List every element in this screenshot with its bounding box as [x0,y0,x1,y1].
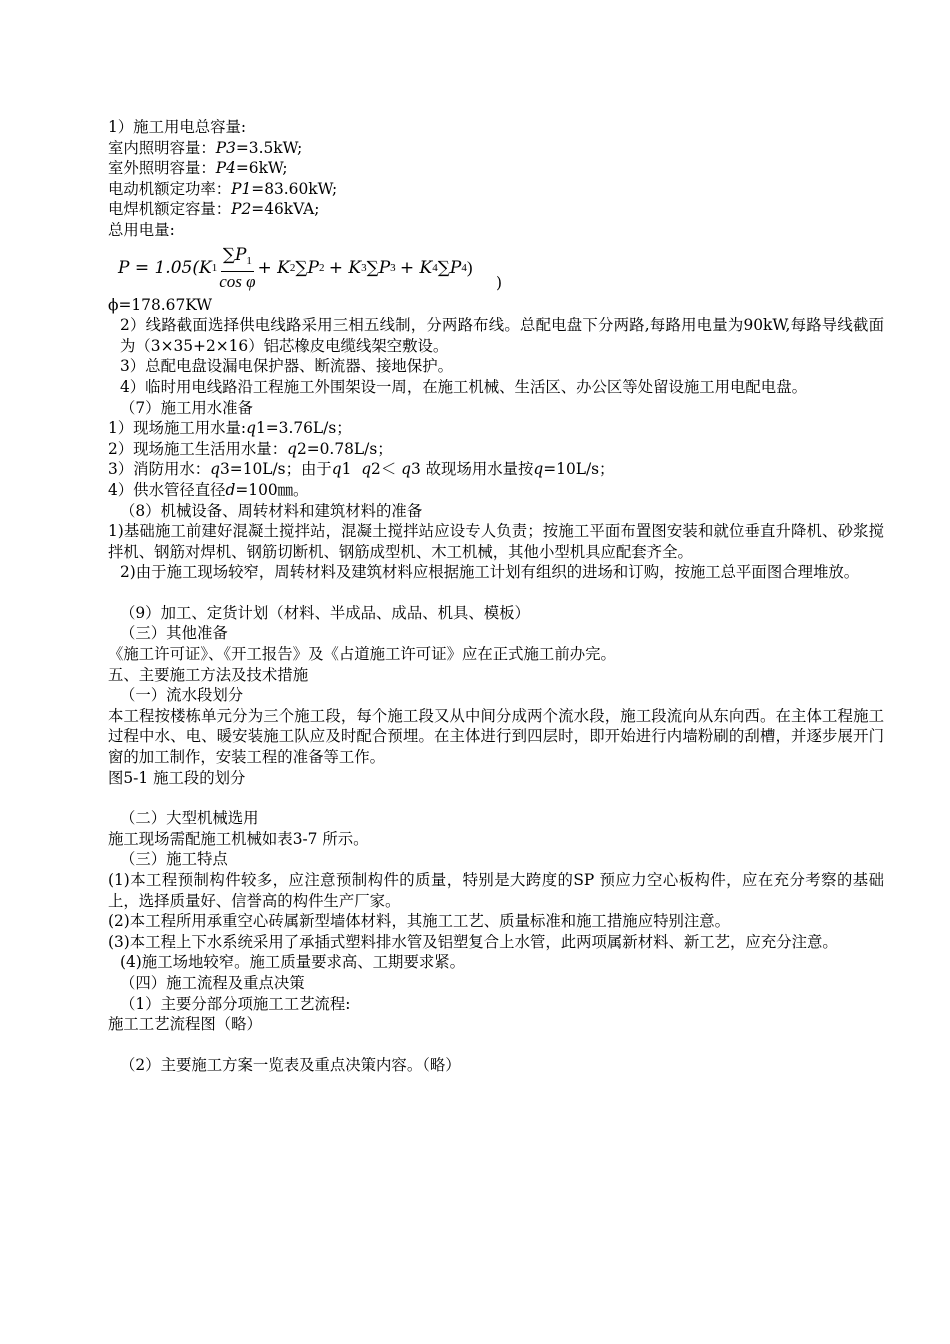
other-prep-heading: （三）其他准备 [120,624,228,643]
motor-power-line: 电动机额定功率：P1=83.60kW; [108,179,338,198]
power-capacity-heading: 1）施工用电总容量: [108,118,247,136]
machinery-heading: （二）大型机械选用 [120,809,259,828]
total-power-formula [108,243,884,295]
power-result-line: ϕ=178.67KW [108,295,213,314]
site-water-line: 1）现场施工用水量:q1=3.76L/s； [108,419,352,438]
scheme-summary-line: （2）主要施工方案一览表及重点决策内容。（略） [120,1055,461,1074]
section-five-heading: 五、主要施工方法及技术措施 [108,665,309,684]
flow-section-heading: （一）流水段划分 [120,686,244,705]
formula-expression: P = 1.05( K 1 $\frac{\sum P_1}{\text{cos φ}}$ + K 2 ∑P 2 + K 3 ∑P 3 + K 4 ∑P 4 ) [118,245,473,292]
feature-one-paragraph: (1)本工程预制构件较多，应注意预制构件的质量，特别是大跨度的SP 预应力空心板构件，应在充分考察的基础上，选择质量好、信誉高的构件生产厂家。 [108,871,884,910]
switchboard-protection-line: 3）总配电盘设漏电保护器、断流器、接地保护。 [120,357,453,376]
line-section-paragraph: 2）线路截面选择供电线路采用三相五线制，分两路布线。总配电盘下分两路,每路用电量为90kW,每路导线截面为（3×35+2×16）铝芯橡皮电缆线架空敷设。 [120,316,884,355]
mixing-station-paragraph: 1)基础施工前建好混凝土搅拌站，混凝土搅拌站应设专人负责；按施工平面布置图安装和就位垂直升降机、砂浆搅拌机、钢筋对焊机、钢筋切断机、钢筋成型机、木工机械，其他小型机具应配套齐全。 [108,522,884,561]
materials-stacking-paragraph: 2)由于施工现场较窄，周转材料及建筑材料应根据施工计划有组织的进场和订购，按施工总平面图合理堆放。 [120,563,860,582]
machinery-line: 施工现场需配施工机械如表3-7 所示。 [108,829,369,848]
formula-closing-paren: ) [496,273,503,292]
temporary-power-paragraph: 4）临时用电线路沿工程施工外围架设一周，在施工机械、生活区、办公区等处留设施工用电配电盘。 [120,377,807,396]
process-flow-chart-line: 施工工艺流程图（略） [108,1015,262,1034]
water-prep-heading: （7）施工用水准备 [120,398,253,417]
process-heading: （四）施工流程及重点决策 [120,973,305,992]
feature-three-paragraph: (3)本工程上下水系统采用了承插式塑料排水管及铝塑复合上水管，此两项属新材料、新工艺，应充分注意。 [108,932,838,951]
document-page [108,117,884,1075]
figure-caption: 图5-1 施工段的划分 [108,768,246,787]
welder-capacity-line: 电焊机额定容量：P2=46kVA; [108,200,320,219]
feature-four-line: (4)施工场地较窄。施工质量要求高、工期要求紧。 [120,953,466,972]
procurement-plan-heading: （9）加工、定货计划（材料、半成品、成品、机具、模板） [120,603,530,622]
total-power-label: 总用电量: [108,220,175,239]
fire-water-line: 3）消防用水：q3=10L/s；由于q1 q2＜ q3 故现场用水量按q=10L/s； [108,460,615,479]
equipment-prep-heading: （8）机械设备、周转材料和建筑材料的准备 [120,501,423,520]
pipe-diameter-line: 4）供水管径直径d=100㎜。 [108,480,309,499]
formula-fraction: $\frac{\sum P_1}{\text{cos φ}}$ [219,245,256,292]
flow-section-paragraph: 本工程按楼栋单元分为三个施工段，每个施工段又从中间分成两个流水段，施工段流向从东向西。在主体工程施工过程中水、电、暖安装施工队应及时配合预埋。在主体进行到四层时，即开始进行内墙粉刷的刮槽，并逐步展开门窗的加工制作，安装工程的准备等工作。 [108,706,884,767]
indoor-lighting-line: 室内照明容量：P3=3.5kW; [108,138,303,157]
permits-line: 《施工许可证》、《开工报告》及《占道施工许可证》应在正式施工前办完。 [108,645,616,664]
outdoor-lighting-line: 室外照明容量：P4=6kW; [108,159,288,178]
process-flow-heading: （1）主要分部分项施工工艺流程: [120,994,351,1013]
domestic-water-line: 2）现场施工生活用水量：q2=0.78L/s； [108,439,393,458]
features-heading: （三）施工特点 [120,850,228,869]
feature-two-paragraph: (2)本工程所用承重空心砖属新型墙体材料，其施工工艺、质量标准和施工措施应特别注意。 [108,912,731,931]
